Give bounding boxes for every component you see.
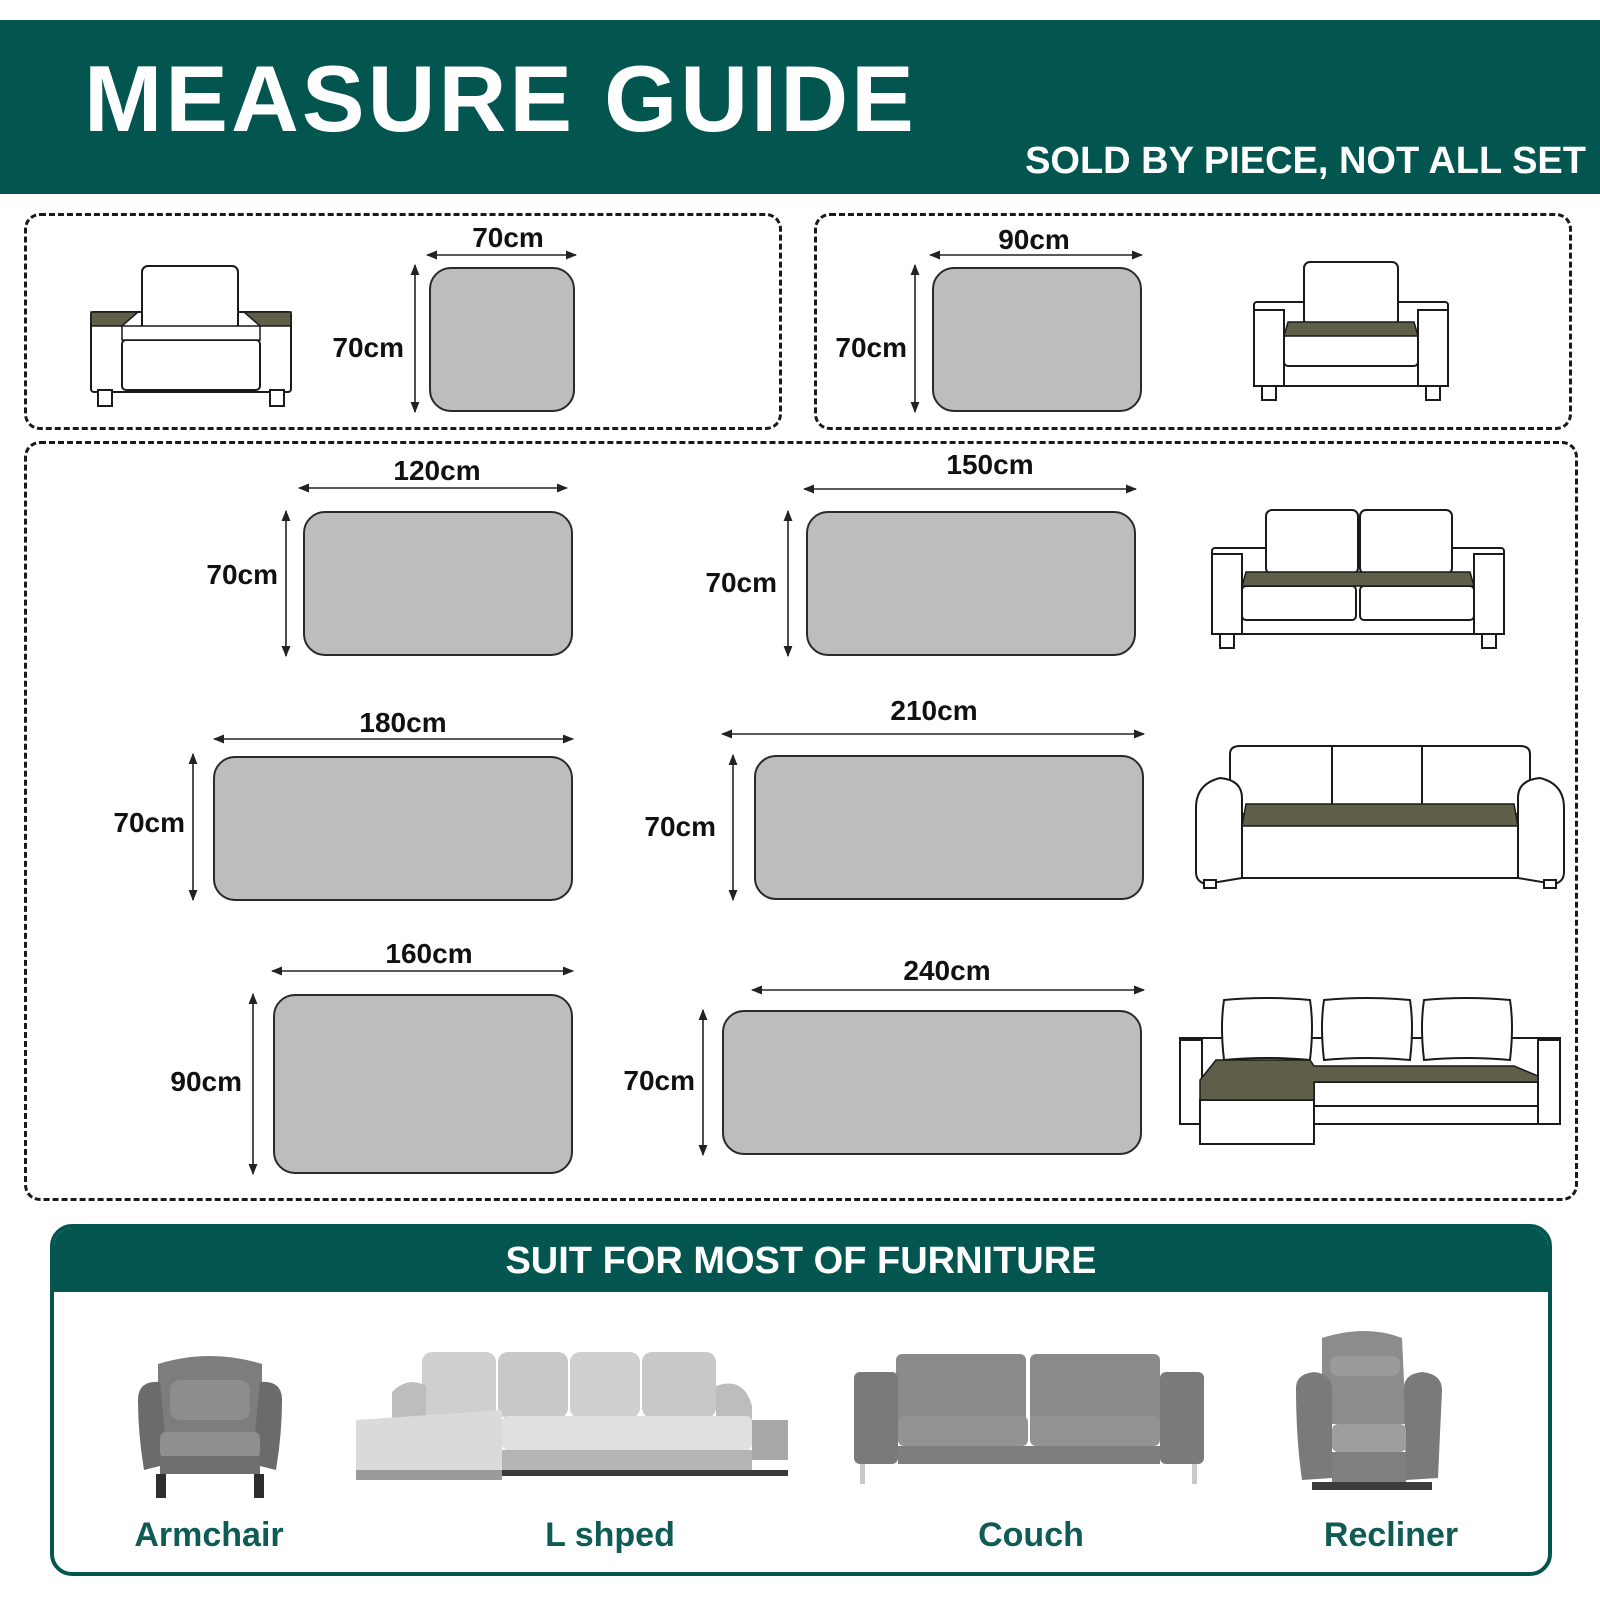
height-label: 70cm [113,807,185,838]
armchair-icon [86,262,296,410]
furniture-label-recliner: Recliner [1323,1516,1459,1554]
sectional-sofa-icon [1178,996,1562,1148]
furniture-label-l-shaped: L shped [545,1516,675,1554]
width-label: 90cm [998,224,1070,255]
height-label: 70cm [835,332,907,363]
height-label: 70cm [332,332,404,363]
height-label: 70cm [705,567,777,598]
wide-armchair-icon [1250,258,1452,406]
width-label: 240cm [903,955,991,986]
height-label: 70cm [644,811,716,842]
height-label: 70cm [206,559,278,590]
cushion-160x90 [273,994,573,1174]
page-subtitle: SOLD BY PIECE, NOT ALL SET [1025,140,1586,182]
width-label: 150cm [946,449,1034,480]
cushion-90x70 [932,267,1142,412]
cushion-210x70 [754,755,1144,900]
armchair-photo [130,1344,290,1504]
width-label: 120cm [393,455,481,486]
furniture-label-couch: Couch [978,1516,1084,1554]
panel-wide-armchair [814,213,1572,430]
loveseat-icon [1210,506,1506,652]
cushion-70x70 [429,267,575,412]
page-title: MEASURE GUIDE [84,46,917,151]
cushion-240x70 [722,1010,1142,1155]
height-label: 70cm [623,1065,695,1096]
l-shaped-sofa-photo [352,1346,792,1486]
suit-section-title: SUIT FOR MOST OF FURNITURE [505,1240,1097,1282]
recliner-photo [1292,1328,1456,1496]
cushion-120x70 [303,511,573,656]
width-label: 210cm [890,695,978,726]
width-label: 70cm [472,222,544,253]
width-label: 180cm [359,707,447,738]
cushion-150x70 [806,511,1136,656]
furniture-label-armchair: Armchair [134,1516,284,1554]
height-label: 90cm [170,1066,242,1097]
cushion-180x70 [213,756,573,901]
couch-photo [852,1350,1206,1486]
three-seat-sofa-icon [1190,744,1570,890]
width-label: 160cm [385,938,473,969]
